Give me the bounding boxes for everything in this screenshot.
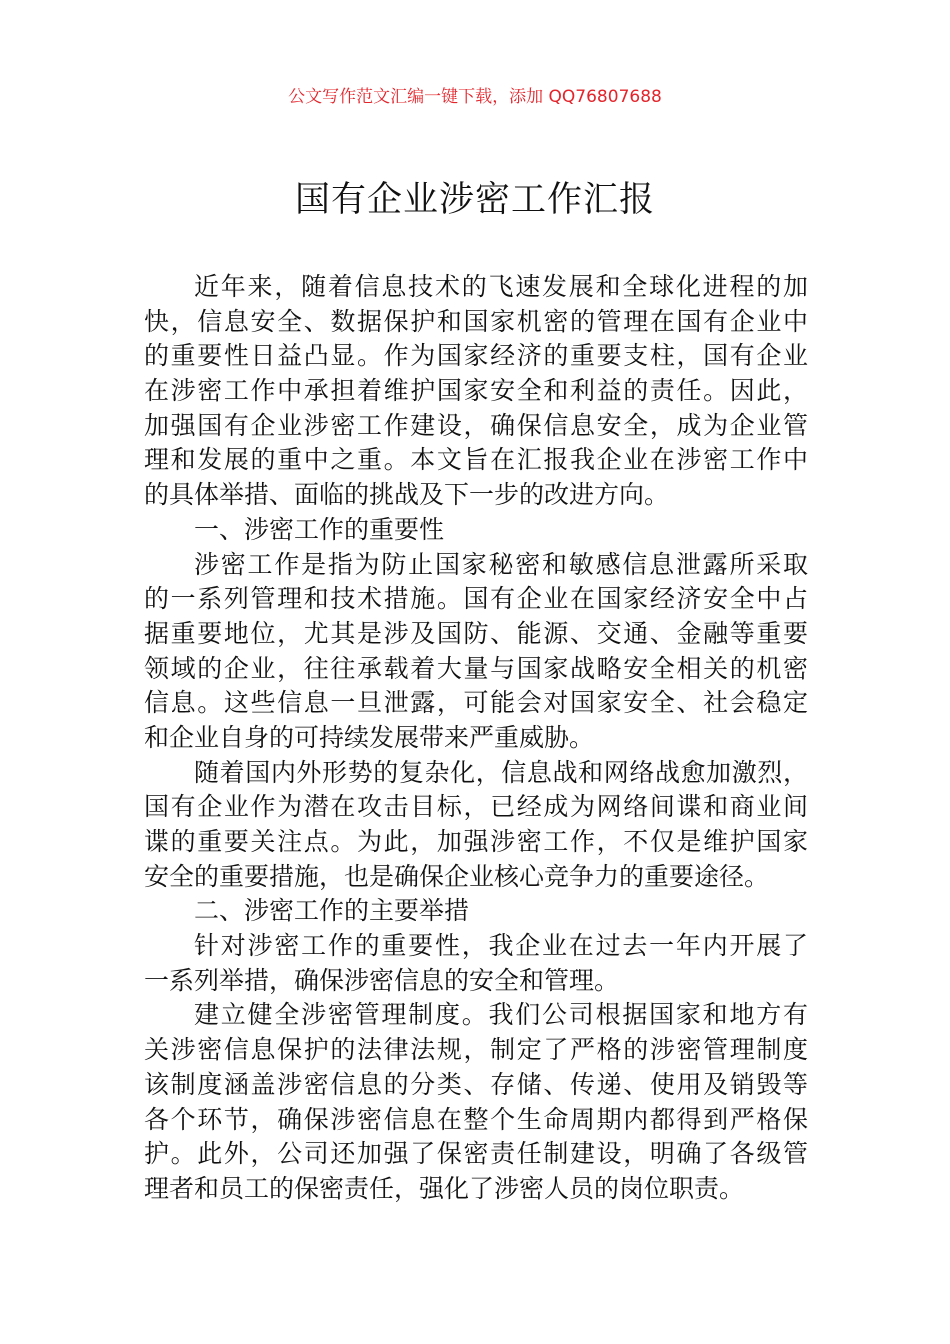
section-heading: 一、涉密工作的重要性 (194, 514, 445, 544)
paragraph-line: 关涉密信息保护的法律法规，制定了严格的涉密管理制度 (144, 1035, 808, 1065)
paragraph-line: 理者和员工的保密责任，强化了涉密人员的岗位职责。 (144, 1173, 745, 1203)
paragraph-line: 信息。这些信息一旦泄露，可能会对国家安全、社会稳定 (144, 688, 808, 718)
paragraph-line: 的一系列管理和技术措施。国有企业在国家经济安全中占 (144, 584, 808, 614)
paragraph-line: 建立健全涉密管理制度。我们公司根据国家和地方有 (194, 1000, 808, 1030)
paragraph-line: 和企业自身的可持续发展带来严重威胁。 (144, 722, 595, 752)
paragraph-line: 护。此外，公司还加强了保密责任制建设，明确了各级管 (144, 1139, 808, 1169)
paragraph-line: 一系列举措，确保涉密信息的安全和管理。 (144, 965, 620, 995)
paragraph-line: 的重要性日益凸显。作为国家经济的重要支柱，国有企业 (144, 341, 808, 371)
paragraph-line: 涉密工作是指为防止国家秘密和敏感信息泄露所采取 (194, 549, 808, 579)
document-title: 国有企业涉密工作汇报 (294, 180, 655, 220)
paragraph-line: 各个环节，确保涉密信息在整个生命周期内都得到严格保 (144, 1104, 808, 1134)
paragraph-line: 的具体举措、面临的挑战及下一步的改进方向。 (144, 480, 670, 510)
paragraph-line: 据重要地位，尤其是涉及国防、能源、交通、金融等重要 (144, 618, 808, 648)
section-heading: 二、涉密工作的主要举措 (194, 896, 470, 926)
paragraph-line: 谍的重要关注点。为此，加强涉密工作，不仅是维护国家 (144, 827, 808, 856)
paragraph-line: 随着国内外形势的复杂化，信息战和网络战愈加激烈， (194, 757, 808, 787)
paragraph-line: 快，信息安全、数据保护和国家机密的管理在国有企业中 (144, 306, 808, 336)
paragraph-line: 安全的重要措施，也是确保企业核心竞争力的重要途径。 (144, 861, 770, 891)
paragraph-line: 针对涉密工作的重要性，我企业在过去一年内开展了 (194, 931, 808, 961)
document-body (144, 270, 808, 1207)
paragraph-line: 在涉密工作中承担着维护国家安全和利益的责任。因此， (144, 376, 808, 406)
paragraph-line: 国有企业作为潜在攻击目标，已经成为网络间谍和商业间 (144, 792, 808, 822)
paragraph-line: 近年来，随着信息技术的飞速发展和全球化进程的加 (194, 272, 808, 301)
download-banner: 公文写作范文汇编一键下载，添加 QQ76807688 (288, 87, 662, 107)
paragraph-line: 该制度涵盖涉密信息的分类、存储、传递、使用及销毁等 (144, 1069, 808, 1099)
paragraph-line: 理和发展的重中之重。本文旨在汇报我企业在涉密工作中 (144, 445, 808, 475)
paragraph-line: 领域的企业，往往承载着大量与国家战略安全相关的机密 (144, 653, 808, 683)
paragraph-line: 加强国有企业涉密工作建设，确保信息安全，成为企业管 (144, 410, 808, 440)
